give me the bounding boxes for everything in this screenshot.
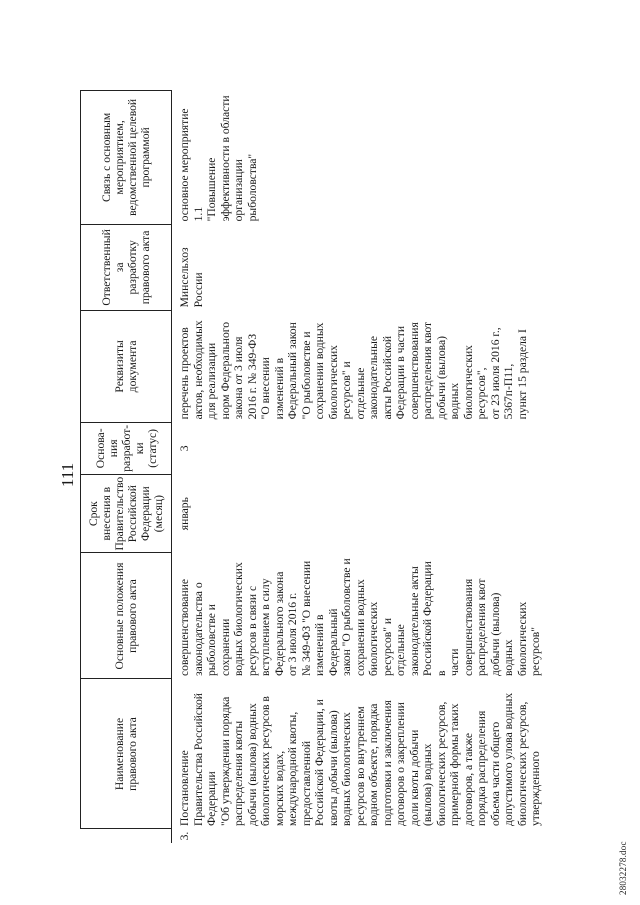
header-program-link: Связь с основным мероприятием, ведомственной целевой программой: [81, 90, 172, 224]
header-number: [81, 829, 172, 843]
page-number: 111: [58, 462, 77, 488]
table-header-row: [81, 90, 172, 843]
header-act-name: Наименование правового акта: [81, 679, 172, 829]
row-basis: 3: [178, 445, 191, 452]
row-requisites: перечень проектов актов, необходимых для реализации норм Федерального закона от 3 июля 2016 г. № 349-ФЗ "О внесении изменений в Федеральный закон "О рыболовстве и сохранении водных биологических ресурсов" и отдельные законодательные акты Российской Федерации в части совершенствования распределения квот добычи (вылова) водных биологических ресурсов", от 23 июля 2016 г., 5367п-П11, пункт 15 раздела I: [178, 320, 529, 420]
row-deadline: январь: [178, 497, 191, 531]
header-provisions: Основные положения правового акта: [81, 553, 172, 679]
footer-document-code: 28032278.doc: [618, 841, 628, 895]
legal-acts-table: [80, 90, 640, 843]
row-number: 3.: [178, 831, 191, 841]
header-responsible: Ответственный за разработку правового акта: [81, 224, 172, 310]
header-deadline: Срок внесения в Правительство Российской Федерации (месяц): [81, 474, 172, 553]
header-requisites: Реквизиты документа: [81, 310, 172, 422]
row-responsible: Минсельхоз России: [178, 247, 205, 308]
table-row: [172, 90, 640, 843]
row-provisions: совершенствование законодательства о рыболовстве и сохранении водных биологических ресурсов в связи с вступлением в силу Федерального закона от 3 июля 2016 г. № 349-ФЗ "О внесении изменений в Федеральный закон "О рыболовстве и сохранении водных биологических ресурсов" и отдельные законодательные акты Российской Федерации в части совершенствования распределения квот добычи (вылова) водных биологических ресурсов": [178, 558, 542, 676]
row-act-name: Постановление Правительства Российской Федерации "Об утверждении порядка распределения квоты добычи (вылова) водных биологических ресурсов в морских водах, международной квоты, предоставленной Российской Федерации, и квоты добычи (вылова) водных биологических ресурсов во внутреннем водном объекте, порядка подготовки и заключения договоров о закреплении доли квоты добычи (вылова) водных биологических ресурсов, примерной формы таких договоров, а также порядка распределения объема части общего допустимого улова водных биологических ресурсов, утвержденного: [178, 692, 542, 826]
header-basis: Основа- ния разработ- ки (статус): [81, 422, 172, 474]
row-program-link: основное мероприятие 1.1 "Повышение эффективности в области организации рыболовства": [178, 95, 259, 222]
